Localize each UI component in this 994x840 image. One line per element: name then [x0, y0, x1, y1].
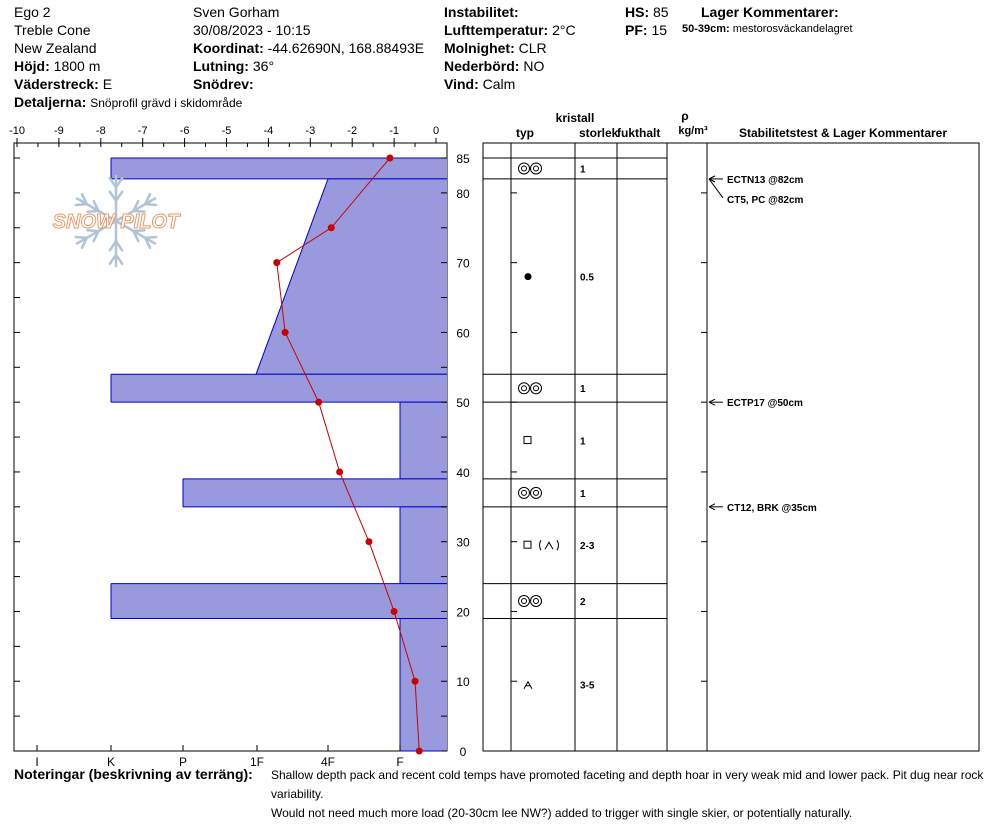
grain-ring-inner — [534, 490, 539, 495]
layer-height-ticks — [511, 193, 707, 751]
grain-ring-outer — [531, 163, 542, 174]
hardness-profile — [111, 158, 447, 751]
column-type-label: typ — [516, 126, 534, 140]
temperature-point — [365, 538, 372, 545]
column-rho-label: ρ — [681, 109, 689, 123]
hardness-tick-label: 1F — [249, 755, 265, 769]
temperature-tick-label: -2 — [347, 125, 358, 137]
grain-ring-outer — [519, 163, 530, 174]
stability-test-label: ECTN13 @82cm — [727, 174, 804, 186]
height-tick-label: 85 — [456, 152, 470, 166]
grain-ring-inner — [534, 599, 539, 604]
temperature-point — [328, 224, 335, 231]
paren-left-glyph — [540, 540, 542, 550]
observer-name: Sven Gorham — [193, 4, 280, 20]
details-label: Detaljerna: — [14, 94, 87, 110]
column-density-unit-label: kg/m³ — [678, 125, 708, 137]
hardness-layer — [111, 158, 447, 179]
grain-size-label: 1 — [580, 436, 586, 448]
grain-ring-outer — [531, 596, 542, 607]
snow-height-label: HS: — [625, 4, 650, 20]
temperature-point — [386, 155, 393, 162]
hardness-temperature-panel — [9, 125, 470, 769]
hardness-layer — [400, 402, 447, 479]
notes-line-2: Would not need much more load (20-30cm lee NW?) added to trigger with single skier, or potentially naturally. — [271, 806, 853, 820]
grain-ring-outer — [519, 596, 530, 607]
sky-cover-value: CLR — [518, 40, 547, 56]
grain-ring-outer — [519, 487, 530, 498]
hardness-layer — [183, 479, 447, 507]
surface-hoar-icon — [519, 487, 542, 498]
hardness-tick-label: I — [35, 755, 39, 769]
temperature-tick-label: -6 — [179, 125, 190, 137]
coordinates-label: Koordinat: — [193, 40, 264, 56]
grain-types — [519, 163, 595, 692]
temperature-point — [412, 678, 419, 685]
foot-penetration-value: 15 — [651, 22, 668, 38]
snowpilot-logo-text: SNOW PILOT — [52, 211, 180, 233]
grain-size-label: 2 — [580, 597, 586, 609]
height-tick-label: 40 — [456, 465, 470, 480]
temperature-point — [282, 329, 289, 336]
depth-hoar-icon — [524, 682, 532, 689]
hardness-tick-label: 4F — [320, 755, 336, 769]
coordinates-value: -44.62690N, 168.88493E — [267, 40, 425, 56]
area-name: Treble Cone — [14, 22, 91, 38]
notes-label: Noteringar (beskrivning av terräng): — [14, 766, 253, 782]
grain-size-label: 3-5 — [580, 680, 595, 692]
temperature-point — [273, 259, 280, 266]
temperature-tick-label: -10 — [9, 125, 25, 137]
grain-ring-outer — [519, 383, 530, 394]
grain-size-label: 1 — [580, 384, 586, 396]
stability-test-label: ECTP17 @50cm — [727, 398, 803, 410]
precipitation-value: NO — [523, 58, 545, 74]
temperature-tick-label: -8 — [95, 125, 106, 137]
height-tick-label: 70 — [456, 256, 470, 271]
layer-comments-title: Lager Kommentarer: — [701, 4, 839, 20]
wind-label: Vind: — [444, 76, 479, 92]
temperature-point — [391, 608, 398, 615]
paren-right-glyph — [557, 540, 559, 550]
hardness-layer — [111, 374, 447, 402]
grain-ring-inner — [522, 386, 527, 391]
aspect-label: Väderstreck: — [14, 76, 99, 92]
snowflake-branch — [145, 237, 156, 238]
grain-ring-outer — [531, 383, 542, 394]
grain-ring-inner — [522, 599, 527, 604]
height-tick-label: 10 — [456, 675, 470, 690]
snowpilot-logo — [53, 176, 181, 266]
site-name: Ego 2 — [14, 4, 51, 20]
temperature-tick-label: -4 — [263, 125, 274, 137]
temperature-tick-label: -9 — [54, 125, 64, 137]
stability-test-leader — [709, 179, 723, 198]
observation-datetime: 30/08/2023 - 10:15 — [193, 22, 311, 38]
notes-text — [271, 766, 993, 823]
elevation-label: Höjd: — [14, 58, 50, 74]
hardness-layer — [400, 507, 447, 584]
slope-value: 36° — [252, 58, 275, 74]
instability-label: Instabilitet: — [444, 4, 519, 20]
stability-test-label: CT12, BRK @35cm — [727, 502, 817, 514]
rounded-grain-icon — [525, 273, 532, 280]
region-name: New Zealand — [14, 40, 97, 56]
height-tick-label: 20 — [456, 605, 470, 620]
temperature-tick-label: -3 — [305, 125, 316, 137]
air-temperature-label: Lufttemperatur: — [444, 22, 549, 38]
grain-ring-inner — [534, 386, 539, 391]
column-size-label: storlek — [579, 126, 619, 140]
grain-size-label: 1 — [580, 488, 586, 500]
faceted-depth-hoar-icon — [524, 540, 559, 550]
faceted-crystal-glyph — [524, 541, 531, 548]
wind-value: Calm — [482, 76, 516, 92]
temperature-tick-label: -1 — [389, 125, 399, 137]
notes-line-1: Shallow depth pack and recent cold temps have promoted faceting and depth hoar in very weak mid and lower pack. Pit dug near rock variability. — [271, 768, 984, 801]
foot-penetration-label: PF: — [625, 22, 648, 38]
layer-table-frame — [483, 143, 979, 751]
layer-table — [483, 109, 979, 751]
temperature-tick-label: -7 — [137, 125, 148, 137]
temperature-axis — [9, 125, 439, 147]
grain-ring-outer — [531, 487, 542, 498]
faceted-crystal-icon — [524, 437, 531, 444]
height-tick-label: 80 — [456, 186, 470, 201]
grain-size-label: 2-3 — [580, 541, 595, 553]
hardness-tick-label: P — [178, 755, 188, 769]
hardness-layer — [256, 179, 447, 374]
temperature-point — [336, 468, 343, 475]
height-tick-label: 50 — [456, 396, 470, 411]
column-crystal-label: kristall — [555, 111, 595, 125]
temperature-tick-label: 0 — [432, 125, 440, 137]
hardness-layer — [400, 618, 447, 751]
elevation-value: 1800 m — [53, 58, 101, 74]
stability-test-label: CT5, PC @82cm — [727, 194, 804, 206]
height-tick-label: 30 — [456, 535, 470, 550]
snowflake-branch — [145, 204, 156, 205]
grain-ring-inner — [522, 166, 527, 171]
surface-hoar-icon — [519, 383, 542, 394]
column-moisture-label: fukthalt — [617, 126, 661, 140]
grain-size-label: 1 — [580, 164, 586, 176]
snow-height-value: 85 — [653, 4, 669, 20]
aspect-value: E — [102, 76, 113, 92]
height-tick-label: 0 — [459, 745, 467, 759]
hardness-tick-label: F — [396, 755, 404, 769]
layer-comment-text: mestorosväckandelagret — [732, 23, 853, 35]
temperature-tick-label: -5 — [221, 125, 232, 137]
air-temperature-value: 2°C — [552, 22, 576, 38]
depth-hoar-glyph — [545, 542, 553, 549]
grain-ring-inner — [534, 166, 539, 171]
details-value: Snöprofil grävd i skidområde — [90, 96, 243, 110]
layer-comment-range: 50-39cm: — [682, 23, 730, 35]
temperature-point — [315, 399, 322, 406]
surface-hoar-icon — [519, 596, 542, 607]
precipitation-label: Nederbörd: — [444, 58, 520, 74]
layer-table-columns — [511, 143, 707, 751]
snowflake-branch — [76, 237, 87, 238]
hardness-tick-label: K — [106, 755, 116, 769]
sky-cover-label: Molnighet: — [444, 40, 515, 56]
slope-label: Lutning: — [193, 58, 249, 74]
snowflake-branch — [76, 204, 87, 205]
height-tick-label: 60 — [456, 326, 470, 341]
surface-hoar-icon — [519, 163, 542, 174]
stability-tests — [709, 175, 817, 514]
grain-size-label: 0.5 — [580, 272, 594, 284]
temperature-point — [416, 748, 423, 755]
column-stability-label: Stabilitetstest & Lager Kommentarer — [738, 126, 948, 140]
snow-drift-label: Snödrev: — [193, 76, 254, 92]
grain-ring-inner — [522, 490, 527, 495]
